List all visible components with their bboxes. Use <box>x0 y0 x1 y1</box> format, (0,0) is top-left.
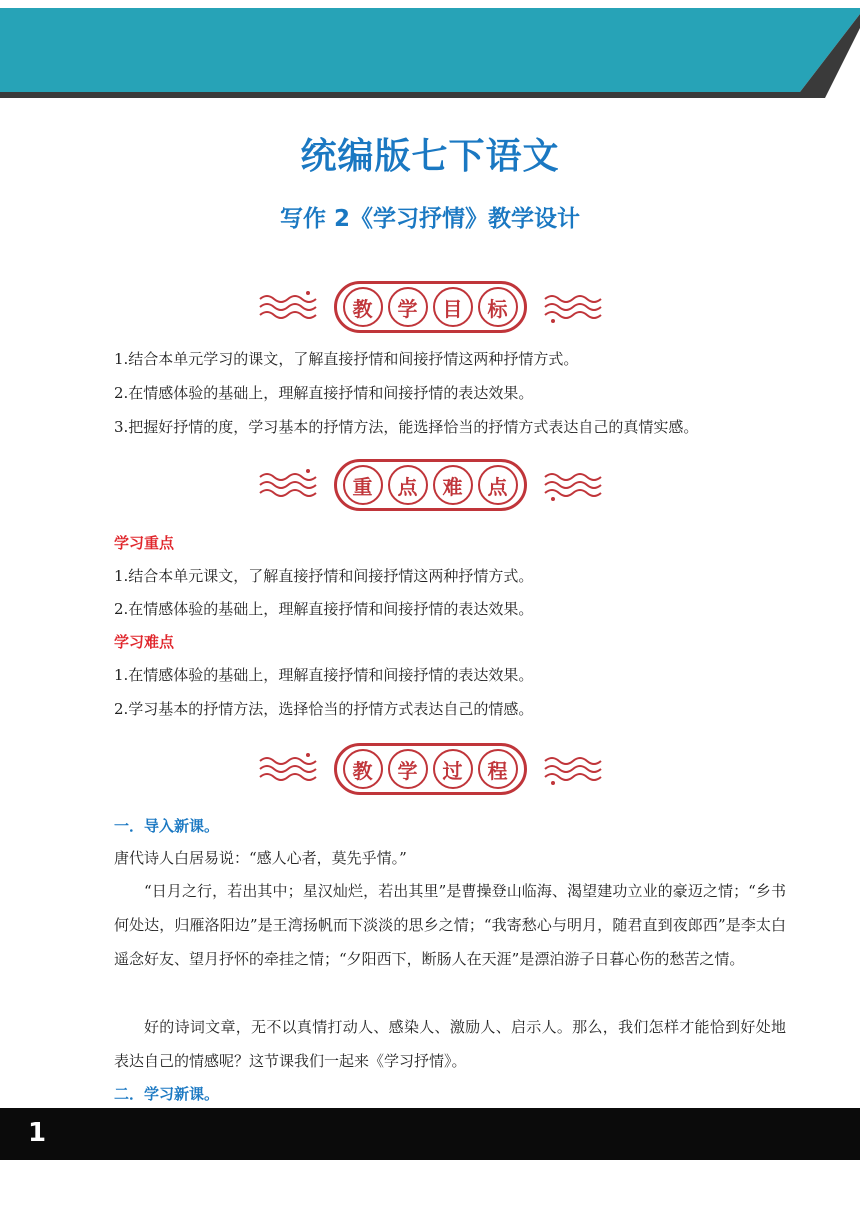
section-char: 程 <box>478 749 518 789</box>
section-title-pill <box>334 743 527 795</box>
wave-ornament-left-icon <box>258 751 320 787</box>
section-header-goals <box>0 279 860 335</box>
section-char: 目 <box>433 287 473 327</box>
intro-paragraph-2: 好的诗词文章，无不以真情打动人、感染人、激励人、启示人。那么，我们怎样才能恰到好处地表达自己的情感呢？这节课我们一起来《学习抒情》。 <box>114 1018 786 1070</box>
section-header-process <box>0 741 860 797</box>
section-title-pill <box>334 459 527 511</box>
goal-item: 2.在情感体验的基础上，理解直接抒情和间接抒情的表达效果。 <box>114 384 534 402</box>
document-title: 统编版七下语文 <box>300 136 560 177</box>
wave-ornament-left-icon <box>258 467 320 503</box>
footer-bar <box>0 1108 860 1160</box>
focus-item: 2.在情感体验的基础上，理解直接抒情和间接抒情的表达效果。 <box>114 600 534 618</box>
section-char: 教 <box>343 749 383 789</box>
section-char: 过 <box>433 749 473 789</box>
wave-ornament-right-icon <box>541 289 603 325</box>
step1-heading: 一．导入新课。 <box>114 817 220 835</box>
document-subtitle: 写作 2《学习抒情》教学设计 <box>279 206 580 232</box>
intro-quote: 唐代诗人白居易说：“感人心者，莫先乎情。” <box>114 849 407 867</box>
section-char: 点 <box>478 465 518 505</box>
section-char: 教 <box>343 287 383 327</box>
section-header-keypoints <box>0 457 860 513</box>
goal-item: 3.把握好抒情的度，学习基本的抒情方法，能选择恰当的抒情方式表达自己的真情实感。 <box>114 418 699 436</box>
top-banner <box>0 0 860 104</box>
page-number: 1 <box>28 1118 47 1148</box>
focus-item: 1.结合本单元课文，了解直接抒情和间接抒情这两种抒情方式。 <box>114 567 534 585</box>
focus-label: 学习重点 <box>114 534 175 552</box>
section-char: 重 <box>343 465 383 505</box>
goal-item: 1.结合本单元学习的课文，了解直接抒情和间接抒情这两种抒情方式。 <box>114 350 579 368</box>
difficulty-item: 1.在情感体验的基础上，理解直接抒情和间接抒情的表达效果。 <box>114 666 534 684</box>
wave-ornament-right-icon <box>541 467 603 503</box>
step2-heading: 二．学习新课。 <box>114 1085 220 1103</box>
intro-paragraph: “日月之行，若出其中；星汉灿烂，若出其里”是曹操登山临海、渴望建功立业的豪迈之情；“乡书何处达，归雁洛阳边”是王湾扬帆而下淡淡的思乡之情；“我寄愁心与明月，随君直到夜郎西”是李太白遥念好友、望月抒怀的牵挂之情；“夕阳西下，断肠人在天涯”是漂泊游子日暮心伤的愁苦之情。 <box>114 882 786 968</box>
difficulty-label: 学习难点 <box>114 633 175 651</box>
wave-ornament-left-icon <box>258 289 320 325</box>
section-char: 难 <box>433 465 473 505</box>
difficulty-item: 2.学习基本的抒情方法，选择恰当的抒情方式表达自己的情感。 <box>114 700 534 718</box>
section-title-pill <box>334 281 527 333</box>
wave-ornament-right-icon <box>541 751 603 787</box>
section-char: 标 <box>478 287 518 327</box>
section-char: 学 <box>388 287 428 327</box>
section-char: 学 <box>388 749 428 789</box>
section-char: 点 <box>388 465 428 505</box>
